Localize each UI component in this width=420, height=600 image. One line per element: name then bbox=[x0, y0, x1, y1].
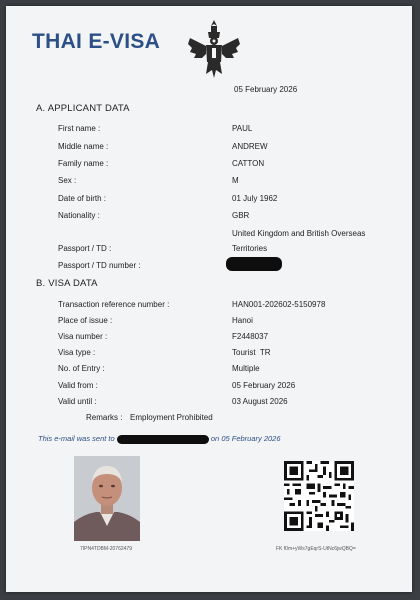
qr-caption: FK f0m+yWs7gEqrS-UtNc6jwQBQ= bbox=[276, 546, 356, 552]
nationality-label: Nationality : bbox=[58, 211, 100, 220]
applicant-section-heading: A. APPLICANT DATA bbox=[36, 103, 130, 114]
family-name-label: Family name : bbox=[58, 159, 109, 168]
applicant-photo bbox=[74, 456, 140, 541]
email-note-suffix: on 05 February 2026 bbox=[210, 434, 281, 443]
valid-until-label: Valid until : bbox=[58, 397, 97, 406]
visa-document bbox=[6, 6, 412, 592]
first-name-label: First name : bbox=[58, 124, 101, 133]
sex-label: Sex : bbox=[58, 176, 77, 185]
visa-number-value: F2448037 bbox=[232, 332, 269, 341]
date-of-birth-value: 01 July 1962 bbox=[232, 194, 278, 203]
first-name-value: PAUL bbox=[232, 124, 253, 133]
remarks-label: Remarks : bbox=[86, 413, 123, 422]
nationality-full-name: United Kingdom and British Overseas bbox=[232, 229, 366, 238]
visa-section-heading: B. VISA DATA bbox=[36, 278, 98, 289]
photo-caption: 7IPN4TDBM-20762479 bbox=[80, 546, 132, 552]
email-note bbox=[38, 434, 281, 444]
email-address-redaction bbox=[117, 435, 209, 444]
visa-number-label: Visa number : bbox=[58, 332, 108, 341]
number-of-entry-label: No. of Entry : bbox=[58, 364, 105, 373]
issue-date: 05 February 2026 bbox=[234, 85, 298, 94]
nationality-value: GBR bbox=[232, 211, 250, 220]
valid-until-value: 03 August 2026 bbox=[232, 397, 288, 406]
visa-type-value: Tourist TR bbox=[232, 348, 271, 357]
sex-value: M bbox=[232, 176, 239, 185]
passport-label: Passport / TD : bbox=[58, 244, 112, 253]
visa-type-label: Visa type : bbox=[58, 348, 96, 357]
date-of-birth-label: Date of birth : bbox=[58, 194, 107, 203]
passport-number-label: Passport / TD number : bbox=[58, 261, 141, 270]
document-title: THAI E-VISA bbox=[32, 30, 161, 53]
transaction-reference-label: Transaction reference number : bbox=[58, 300, 170, 309]
valid-from-value: 05 February 2026 bbox=[232, 381, 296, 390]
passport-number-redaction bbox=[226, 257, 282, 271]
remarks-value: Employment Prohibited bbox=[130, 413, 213, 422]
transaction-reference-value: HAN001-202602-5150978 bbox=[232, 300, 326, 309]
place-of-issue-label: Place of issue : bbox=[58, 316, 113, 325]
qr-code-icon bbox=[284, 461, 354, 531]
place-of-issue-value: Hanoi bbox=[232, 316, 253, 325]
middle-name-label: Middle name : bbox=[58, 142, 109, 151]
middle-name-value: ANDREW bbox=[232, 142, 268, 151]
valid-from-label: Valid from : bbox=[58, 381, 98, 390]
family-name-value: CATTON bbox=[232, 159, 265, 168]
garuda-emblem-icon bbox=[186, 18, 242, 80]
passport-value: Territories bbox=[232, 244, 268, 253]
number-of-entry-value: Multiple bbox=[232, 364, 260, 373]
email-note-prefix: This e-mail was sent to bbox=[38, 434, 115, 443]
